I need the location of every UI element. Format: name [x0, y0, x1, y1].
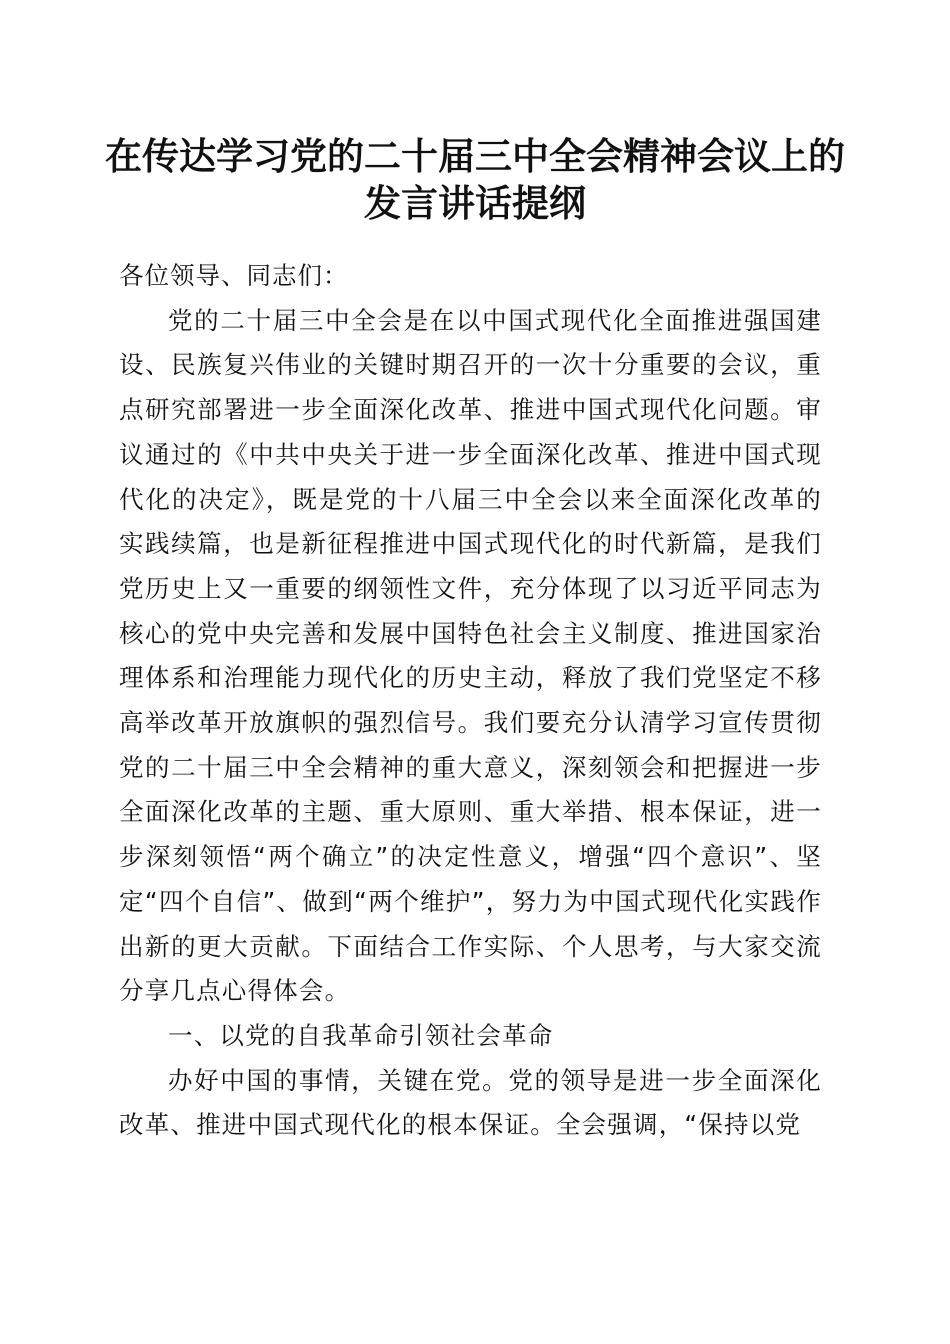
title-line-2: 发言讲话提纲	[364, 181, 586, 225]
document-body	[119, 254, 822, 1148]
title-line-1: 在传达学习党的二十届三中全会精神会议上的	[105, 134, 845, 178]
section-heading-1: 一、以党的自我革命引领社会革命	[168, 1020, 554, 1050]
paragraph-section-1: 办好中国的事情，关键在党。党的领导是进一步全面深化改革、推进中国式现代化的根本保证。全会强调，“保持以党	[119, 1065, 822, 1140]
paragraph-intro: 党的二十届三中全会是在以中国式现代化全面推进强国建设、民族复兴伟业的关键时期召开的一次十分重要的会议，重点研究部署进一步全面深化改革、推进中国式现代化问题。审议通过的《中共中央关于进一步全面深化改革、推进中国式现代化的决定》，既是党的十八届三中全会以来全面深化改革的实践续篇，也是新征程推进中国式现代化的时代新篇，是我们党历史上又一重要的纲领性文件，充分体现了以习近平同志为核心的党中央完善和发展中国特色社会主义制度、推进国家治理体系和治理能力现代化的历史主动，释放了我们党坚定不移高举改革开放旗帜的强烈信号。我们要充分认清学习宣传贯彻党的二十届三中全会精神的重大意义，深刻领会和把握进一步全面深化改革的主题、重大原则、重大举措、根本保证，进一步深刻领悟“两个确立”的决定性意义，增强“四个意识”、坚定“四个自信”、做到“两个维护”，努力为中国式现代化实践作出新的更大贡献。下面结合工作实际、个人思考，与大家交流分享几点心得体会。	[119, 305, 822, 1006]
document-title	[80, 133, 870, 227]
salutation: 各位领导、同志们：	[119, 261, 349, 290]
